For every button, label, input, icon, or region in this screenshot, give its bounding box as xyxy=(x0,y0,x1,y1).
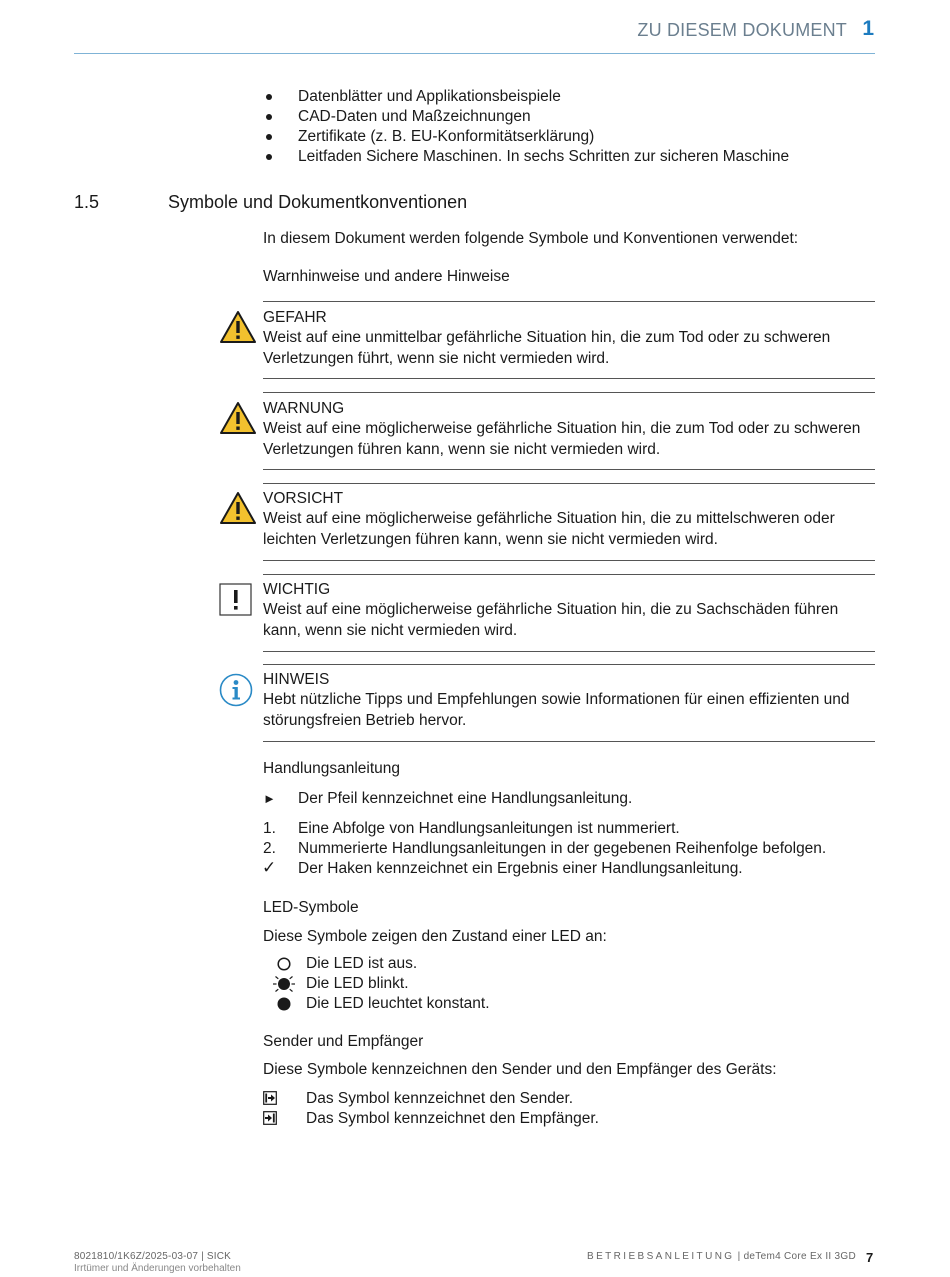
warnings-heading: Warnhinweise und andere Hinweise xyxy=(263,268,510,285)
step-text: Nummerierte Handlungsanleitungen in der gegebenen Reihenfolge befolgen. xyxy=(298,840,827,857)
note-text: Hebt nützliche Tipps und Empfehlungen sowie Informationen für einen effizienten und störungsfreien Betrieb hervor. xyxy=(263,691,850,729)
header-divider xyxy=(74,53,875,54)
receiver-icon xyxy=(263,1111,277,1125)
chapter-number: 1 xyxy=(862,17,874,40)
note-text: Weist auf eine möglicherweise gefährliche Situation hin, die zu mittelschweren oder leichten Verletzungen führen kann, wenn sie nicht vermieden wird. xyxy=(263,510,835,548)
arrow-instruction: Der Pfeil kennzeichnet eine Handlungsanleitung. xyxy=(298,790,633,807)
note-title: WARNUNG xyxy=(263,400,345,417)
list-item: Zertifikate (z. B. EU-Konformitätserklärung) xyxy=(298,128,595,145)
note-title: HINWEIS xyxy=(263,671,330,688)
sender-heading: Sender und Empfänger xyxy=(263,1033,424,1050)
warning-triangle-icon xyxy=(219,491,257,525)
instructions-heading: Handlungsanleitung xyxy=(263,760,401,777)
note-title: VORSICHT xyxy=(263,490,344,507)
note-text: Weist auf eine unmittelbar gefährliche Situation hin, die zum Tod oder zu schweren Verletzungen führt, wenn sie nicht vermieden wird. xyxy=(263,329,831,367)
led-off-icon xyxy=(276,956,292,972)
info-circle-icon xyxy=(219,673,253,707)
note-text: Weist auf eine möglicherweise gefährliche Situation hin, die zum Tod oder zu schweren Verletzungen führen kann, wenn sie nicht vermieden wird. xyxy=(263,420,861,458)
receiver-text: Das Symbol kennzeichnet den Empfänger. xyxy=(306,1110,599,1127)
note-text: Weist auf eine möglicherweise gefährliche Situation hin, die zu Sachschäden führen kann, wenn sie nicht vermieden wird. xyxy=(263,601,839,639)
section-number: 1.5 xyxy=(74,192,100,212)
note-divider xyxy=(263,378,875,379)
section-title: Symbole und Dokumentkonventionen xyxy=(168,192,468,212)
note-divider xyxy=(263,301,875,302)
footer-doc-id: 8021810/1K6Z/2025-03-07 | SICK xyxy=(74,1251,232,1262)
footer-product: | deTem4 Core Ex II 3GD xyxy=(737,1251,857,1262)
note-title: WICHTIG xyxy=(263,581,331,598)
led-blinking-text: Die LED blinkt. xyxy=(306,975,409,992)
warning-triangle-icon xyxy=(219,310,257,344)
led-on-icon xyxy=(276,996,292,1012)
note-divider xyxy=(263,741,875,742)
chapter-title: ZU DIESEM DOKUMENT xyxy=(637,20,847,40)
list-item: CAD-Daten und Maßzeichnungen xyxy=(298,108,531,125)
bullet-icon xyxy=(266,114,272,120)
check-icon: ✓ xyxy=(262,858,277,877)
sender-icon xyxy=(263,1091,277,1105)
note-divider xyxy=(263,483,875,484)
bullet-icon xyxy=(266,154,272,160)
led-blinking-icon xyxy=(272,974,296,994)
footer-disclaimer: Irrtümer und Änderungen vorbehalten xyxy=(74,1263,241,1274)
note-divider xyxy=(263,664,875,665)
led-heading: LED-Symbole xyxy=(263,899,359,916)
sender-text: Das Symbol kennzeichnet den Sender. xyxy=(306,1090,574,1107)
note-title: GEFAHR xyxy=(263,309,327,326)
result-text: Der Haken kennzeichnet ein Ergebnis einer Handlungsanleitung. xyxy=(298,860,743,877)
sender-intro: Diese Symbole kennzeichnen den Sender und den Empfänger des Geräts: xyxy=(263,1061,777,1078)
section-intro: In diesem Dokument werden folgende Symbole und Konventionen verwendet: xyxy=(263,230,799,247)
led-intro: Diese Symbole zeigen den Zustand einer LED an: xyxy=(263,928,607,945)
exclamation-box-icon xyxy=(219,583,253,617)
list-item: Datenblätter und Applikationsbeispiele xyxy=(298,88,561,105)
step-number: 1. xyxy=(263,820,276,837)
warning-triangle-icon xyxy=(219,401,257,435)
footer-doc-info xyxy=(587,1251,856,1262)
led-on-text: Die LED leuchtet konstant. xyxy=(306,995,490,1012)
bullet-icon xyxy=(266,134,272,140)
step-text: Eine Abfolge von Handlungsanleitungen ist nummeriert. xyxy=(298,820,680,837)
arrow-icon: ► xyxy=(263,791,276,806)
note-divider xyxy=(263,574,875,575)
note-divider xyxy=(263,560,875,561)
page-number: 7 xyxy=(866,1250,874,1265)
note-divider xyxy=(263,469,875,470)
note-divider xyxy=(263,651,875,652)
step-number: 2. xyxy=(263,840,276,857)
list-item: Leitfaden Sichere Maschinen. In sechs Schritten zur sicheren Maschine xyxy=(298,148,790,165)
bullet-icon xyxy=(266,94,272,100)
led-off-text: Die LED ist aus. xyxy=(306,955,418,972)
note-divider xyxy=(263,392,875,393)
footer-doc-type: BETRIEBSANLEITUNG xyxy=(587,1251,735,1262)
